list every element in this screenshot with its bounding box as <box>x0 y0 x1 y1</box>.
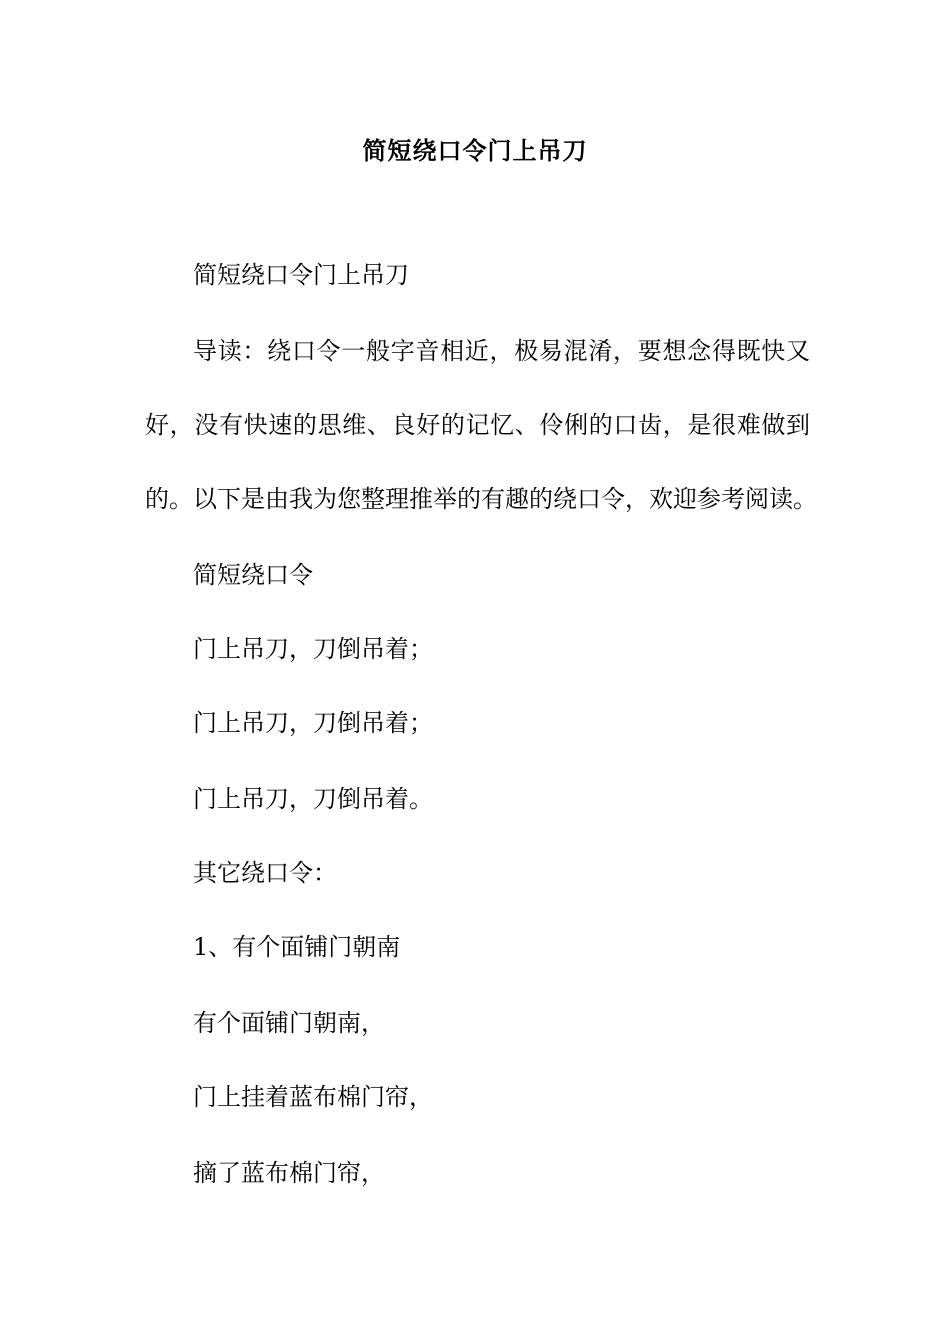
other-heading: 其它绕口令： <box>193 859 337 887</box>
poem-line-2: 门上吊刀，刀倒吊着； <box>193 709 433 737</box>
section-heading: 简短绕口令 <box>193 561 313 589</box>
poem-line-1: 门上吊刀，刀倒吊着； <box>193 635 433 663</box>
item1-line-2: 门上挂着蓝布棉门帘， <box>193 1083 433 1111</box>
item1-heading: 1、有个面铺门朝南 <box>193 933 401 961</box>
intro-line-3: 的。以下是由我为您整理推举的有趣的绕口令，欢迎参考阅读。 <box>145 485 817 513</box>
poem-line-3: 门上吊刀，刀倒吊着。 <box>193 785 433 813</box>
subtitle-paragraph: 简短绕口令门上吊刀 <box>193 261 409 289</box>
intro-line-1: 导读：绕口令一般字音相近，极易混淆，要想念得既快又 <box>193 337 810 365</box>
document-title: 简短绕口令门上吊刀 <box>362 136 588 165</box>
item1-line-1: 有个面铺门朝南， <box>193 1009 385 1037</box>
item1-line-3: 摘了蓝布棉门帘， <box>193 1159 385 1187</box>
intro-line-2: 好，没有快速的思维、良好的记忆、伶俐的口齿，是很难做到 <box>145 411 810 439</box>
